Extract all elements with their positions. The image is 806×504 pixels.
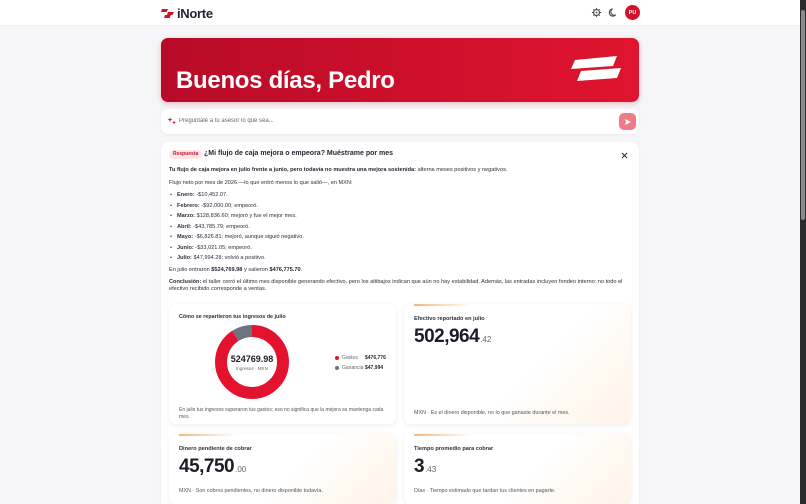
income-breakdown-card: [169, 304, 396, 424]
advisor-ask-bar: [161, 109, 639, 134]
chart-note: En julio tus ingresos superaron tus gastos; eso no significa que la mejora se mantenga cada mes.: [179, 407, 384, 420]
chart-title: Cómo se repartieron tus ingresos de julio: [179, 314, 286, 320]
close-icon[interactable]: [620, 151, 629, 160]
legend-value: $47,994: [365, 365, 384, 371]
days-amount: 3.43: [414, 456, 437, 477]
list-item: • Marzo: $128,836.60; mejoró y fue el mejor mes.: [171, 213, 297, 219]
chart-center-value: 524769.98: [230, 354, 274, 364]
card-accent: [414, 304, 472, 306]
advisor-question-input[interactable]: [179, 113, 609, 129]
list-item: • Enero: -$10,452.07.: [171, 192, 228, 198]
top-bar: [0, 0, 806, 26]
moon-icon[interactable]: [608, 7, 619, 18]
card-footnote: MXN · Son cobros pendientes, no dinero disponible todavía.: [179, 488, 323, 494]
answer-intro: Flujo neto por mes de 2026 —lo que entró menos lo que salió—, en MXN:: [169, 180, 353, 186]
legend-item-profit: [335, 365, 384, 371]
collection-time-card: [404, 434, 631, 504]
chart-center-label: Ingresos · MXN: [236, 366, 268, 371]
conclusion-text: Conclusión: el taller cerró el último mes disponible generando efectivo, pero los altibajos indican que aún no hay estabilidad. Además, las entradas incluyen fondeo interno: no todo el efectivo recibido corresponde a ventas.: [169, 279, 623, 292]
page-scrollbar[interactable]: [800, 0, 806, 504]
card-footnote: MXN · Es el dinero disponible, no lo que ganaste durante el mes.: [414, 410, 570, 416]
legend-swatch: [335, 366, 339, 370]
answer-question: ¿Mi flujo de caja mejora o empeora? Muéstrame por mes: [204, 150, 394, 157]
settings-icon[interactable]: [591, 7, 602, 18]
bank-logo-icon: [571, 54, 623, 86]
send-icon: [624, 118, 632, 126]
july-summary: En julio entraron $524,769.98 y salieron $476,775.70.: [169, 266, 303, 273]
legend-swatch: [335, 356, 339, 360]
pending-collection-card: [169, 434, 396, 504]
answer-summary: Tu flujo de caja mejora en julio frente a junio, pero todavía no muestra una mejora sostenida: alterna meses positivos y negativos.: [169, 167, 508, 173]
cash-amount: 502,964.42: [414, 326, 492, 347]
list-item: • Junio: -$33,021.05; empeoró.: [171, 245, 252, 251]
brand-logo[interactable]: [161, 5, 213, 21]
card-accent: [179, 434, 237, 436]
scrollbar-thumb[interactable]: [801, 10, 805, 220]
greeting-title: Buenos días, Pedro: [176, 67, 395, 94]
list-item: • Mayo: -$6,826.81; mejoró, aunque siguió negativo.: [171, 234, 304, 240]
sparkle-icon: [167, 116, 177, 126]
send-button[interactable]: [619, 113, 636, 130]
response-badge: Respuesta: [169, 150, 202, 159]
greeting-banner: [161, 38, 639, 102]
legend-label: Gastos: [342, 355, 358, 361]
card-footnote: Días · Tiempo estimado que tardan tus clientes en pagarte.: [414, 488, 556, 494]
legend-item-expenses: [335, 355, 386, 361]
list-item: • Febrero: -$92,000.00; empeoró.: [171, 203, 258, 209]
list-item: • Julio: $47,994.28; volvió a positivo.: [171, 255, 266, 261]
pending-amount: 45,750.00: [179, 456, 247, 477]
brand-name: iNorte: [177, 5, 213, 21]
list-item: • Abril: -$43,785.79; empeoró.: [171, 224, 250, 230]
card-label: Efectivo reportado en julio: [414, 316, 485, 322]
card-accent: [414, 434, 472, 436]
brand-mark-icon: [161, 7, 175, 20]
answer-panel: [161, 142, 639, 504]
card-label: Tiempo promedio para cobrar: [414, 446, 494, 452]
legend-value: $476,776: [365, 355, 386, 361]
card-label: Dinero pendiente de cobrar: [179, 446, 252, 452]
legend-label: Ganancia: [342, 365, 364, 371]
user-avatar[interactable]: PU: [625, 5, 640, 20]
cash-reported-card: [404, 304, 631, 424]
